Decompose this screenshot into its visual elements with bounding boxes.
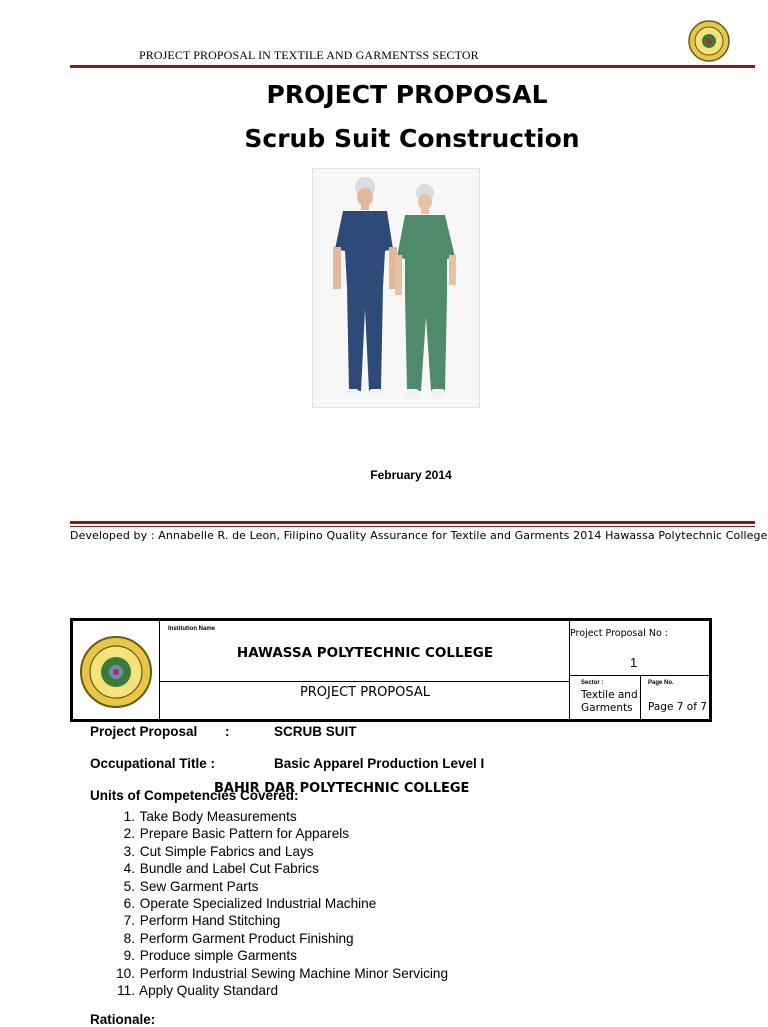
overlapping-header-text: BAHIR DAR POLYTECHNIC COLLEGE <box>214 781 470 796</box>
field-label: Project Proposal <box>90 724 198 739</box>
list-item: 1. Take Body Measurements <box>123 809 297 824</box>
field-value: SCRUB SUIT <box>274 724 357 736</box>
footer-rule-thick <box>70 521 755 524</box>
list-item: 5. Sew Garment Parts <box>123 878 259 894</box>
running-header: PROJECT PROPOSAL IN TEXTILE AND GARMENTSS SECTOR <box>139 48 479 62</box>
box-divider <box>640 675 641 719</box>
page-label: Page No. <box>648 680 674 686</box>
list-item: 9. Produce simple Garments <box>123 948 297 964</box>
field-value: Basic Apparel Production Level I <box>274 756 485 771</box>
document-type: PROJECT PROPOSAL <box>299 685 431 700</box>
units-list <box>112 808 448 999</box>
box-divider <box>159 621 160 719</box>
list-item: 11. Apply Quality Standard <box>117 982 279 998</box>
sector-value: Textile and Garments <box>581 689 638 714</box>
box-divider <box>159 681 569 682</box>
field-label: Occupational Title : <box>90 756 216 771</box>
list-item: 4. Bundle and Label Cut Fabrics <box>123 861 319 877</box>
header-rule <box>70 65 755 68</box>
college-seal-logo <box>79 635 153 709</box>
page-value: Page 7 of 7 <box>648 701 707 713</box>
list-item: 7. Perform Hand Stitching <box>123 913 281 929</box>
list-item: 3. Cut Simple Fabrics and Lays <box>123 843 314 859</box>
cover-subtitle: Scrub Suit Construction <box>244 124 580 153</box>
field-colon: : <box>225 724 230 739</box>
institution-label: Institution Name <box>168 626 216 632</box>
box-divider <box>569 675 709 676</box>
cover-title: PROJECT PROPOSAL <box>266 80 548 109</box>
institution-name: HAWASSA POLYTECHNIC COLLEGE <box>236 645 494 661</box>
box-divider <box>709 625 710 675</box>
scrub-suit-photo <box>312 168 480 408</box>
footer-rule-thin <box>70 526 755 527</box>
sector-label: Sector : <box>581 680 604 686</box>
list-item: 2. Prepare Basic Pattern for Apparels <box>123 826 350 842</box>
college-seal-logo <box>688 20 730 62</box>
cover-date: February 2014 <box>370 468 452 482</box>
units-label: Units of Competencies Covered: <box>90 788 299 803</box>
proposal-no-label: Project Proposal No : <box>570 628 669 639</box>
proposal-no-value: 1 <box>630 655 638 670</box>
list-item: 6. Operate Specialized Industrial Machine <box>123 895 377 911</box>
list-item: 8. Perform Garment Product Finishing <box>123 930 354 946</box>
rationale-label: Rationale: <box>90 1012 156 1027</box>
developed-by-line: Developed by : Annabelle R. de Leon, Filipino Quality Assurance for Textile and Garments 2014 Hawassa Polytechnic College <box>70 529 768 542</box>
list-item: 10. Perform Industrial Sewing Machine Minor Servicing <box>116 965 449 981</box>
